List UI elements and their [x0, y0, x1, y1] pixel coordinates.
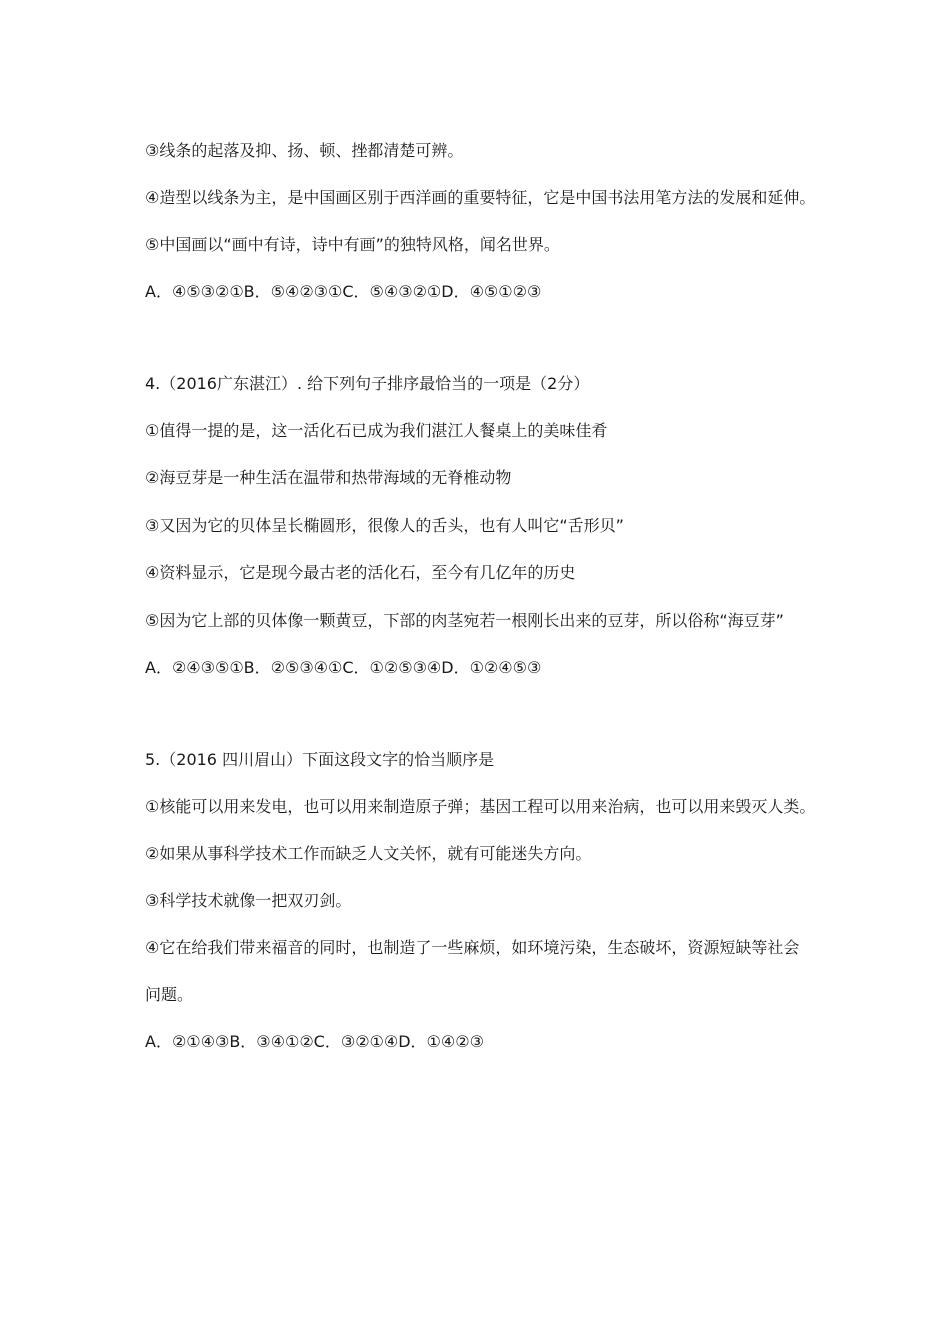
q3-item-5: ⑤中国画以“画中有诗，诗中有画”的独特风格，闻名世界。	[145, 235, 560, 254]
q4-item-2: ②海豆芽是一种生活在温带和热带海域的无脊椎动物	[145, 468, 512, 487]
q4-item-4: ④资料显示，它是现今最古老的活化石，至今有几亿年的历史	[145, 563, 576, 582]
q4-item-5: ⑤因为它上部的贝体像一颗黄豆，下部的肉茎宛若一根刚长出来的豆芽，所以俗称“海豆芽”	[145, 611, 784, 630]
q3-item-3: ③线条的起落及抑、扬、顿、挫都清楚可辨。	[145, 141, 464, 160]
q3-options: A．④⑤③②①B．⑤④②③①C．⑤④③②①D．④⑤①②③	[145, 282, 542, 301]
q5-item-4-continued: 问题。	[145, 985, 194, 1004]
q5-options: A．②①④③B．③④①②C．③②①④D．①④②③	[145, 1032, 484, 1051]
q5-item-2: ②如果从事科学技术工作而缺乏人文关怀，就有可能迷失方向。	[145, 844, 592, 863]
q3-item-4: ④造型以线条为主，是中国画区别于西洋画的重要特征，它是中国书法用笔方法的发展和延伸。	[145, 188, 816, 207]
q4-options: A．②④③⑤①B．②⑤③④①C．①②⑤③④D．①②④⑤③	[145, 658, 542, 677]
q4-item-1: ①值得一提的是，这一活化石已成为我们湛江人餐桌上的美味佳肴	[145, 421, 608, 440]
q5-item-4: ④它在给我们带来福音的同时，也制造了一些麻烦，如环境污染，生态破坏，资源短缺等社会	[145, 938, 800, 957]
q4-title: 4.（2016广东湛江）. 给下列句子排序最恰当的一项是（2分）	[145, 374, 590, 393]
q5-item-3: ③科学技术就像一把双刃剑。	[145, 891, 352, 910]
q5-title: 5.（2016 四川眉山）下面这段文字的恰当顺序是	[145, 750, 495, 769]
q4-item-3: ③又因为它的贝体呈长椭圆形，很像人的舌头，也有人叫它“舌形贝”	[145, 516, 624, 535]
q5-item-1: ①核能可以用来发电，也可以用来制造原子弹；基因工程可以用来治病，也可以用来毁灭人类。	[145, 797, 816, 816]
